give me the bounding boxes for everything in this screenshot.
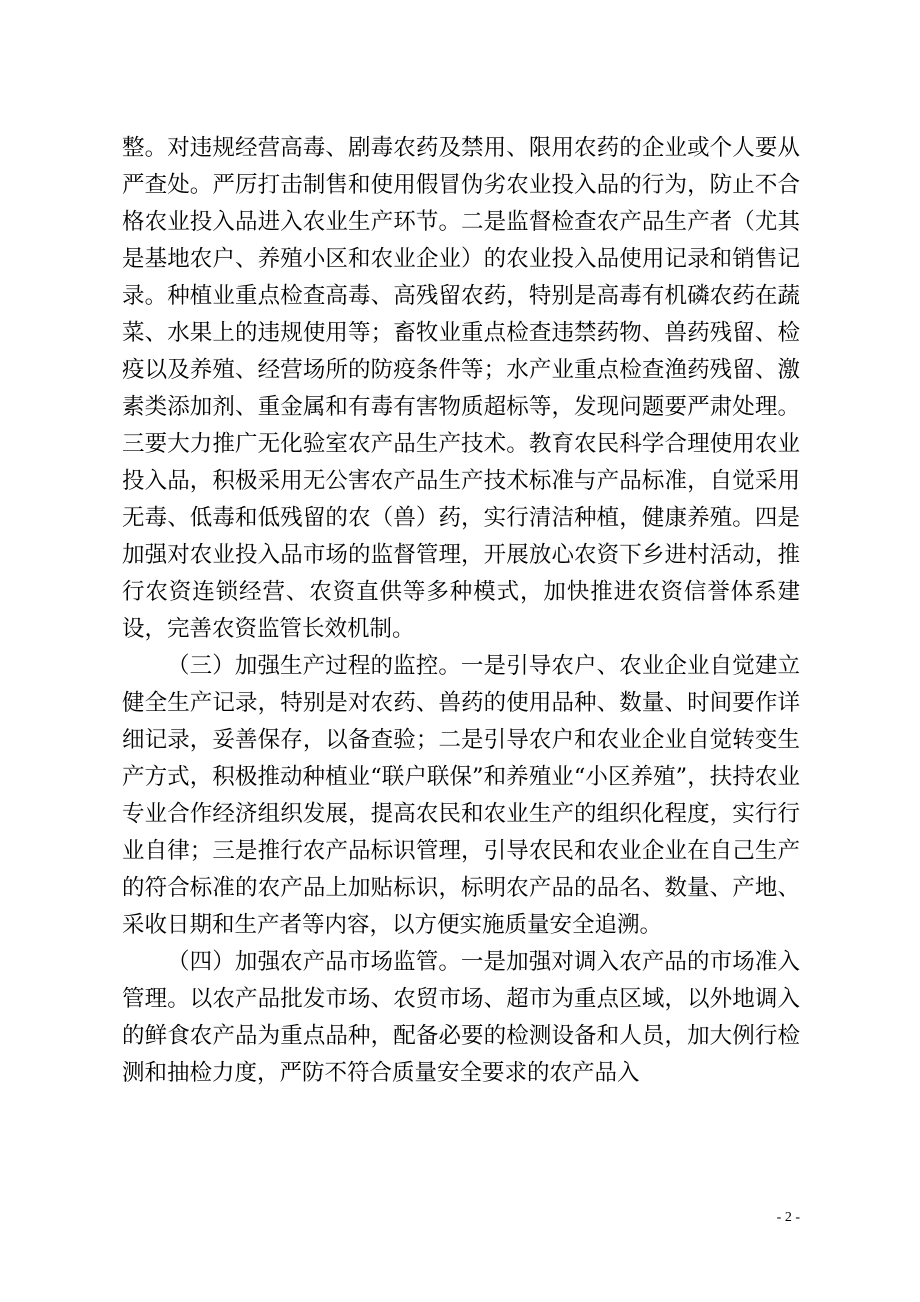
paragraph-section-4: （四）加强农产品市场监管。一是加强对调入农产品的市场准入管理。以农产品批发市场、农贸市场、超市为重点区域，以外地调入的鲜食农产品为重点品种，配备必要的检测设备和人员，加大例行检测和抽检力度，严防不符合质量安全要求的农产品入 — [122, 949, 800, 1086]
paragraph-section-3: （三）加强生产过程的监控。一是引导农户、农业企业自觉建立健全生产记录，特别是对农药、兽药的使用品种、数量、时间要作详细记录，妥善保存，以备查验；二是引导农户和农业企业自觉转变生产方式，积极推动种植业“联户联保”和养殖业“小区养殖”，扶持农业专业合作经济组织发展，提高农民和农业生产的组织化程度，实行行业自律；三是推行农产品标识管理，引导农民和农业企业在自己生产的符合标准的农产品上加贴标识，标明农产品的品名、数量、产地、采收日期和生产者等内容，以方便实施质量安全追溯。 — [122, 653, 800, 938]
document-body — [122, 130, 800, 1092]
page-number: - 2 - — [776, 1210, 800, 1225]
paragraph-continuation: 整。对违规经营高毒、剧毒农药及禁用、限用农药的企业或个人要从严查处。严厉打击制售和使用假冒伪劣农业投入品的行为，防止不合格农业投入品进入农业生产环节。二是监督检查农产品生产者（尤其是基地农户、养殖小区和农业企业）的农业投入品使用记录和销售记录。种植业重点检查高毒、高残留农药，特别是高毒有机磷农药在蔬菜、水果上的违规使用等；畜牧业重点检查违禁药物、兽药残留、检疫以及养殖、经营场所的防疫条件等；水产业重点检查渔药残留、激素类添加剂、重金属和有毒有害物质超标等，发现问题要严肃处理。三要大力推广无化验室农产品生产技术。教育农民科学合理使用农业投入品，积极采用无公害农产品生产技术标准与产品标准，自觉采用无毒、低毒和低残留的农（兽）药，实行清洁种植，健康养殖。四是加强对农业投入品市场的监督管理，开展放心农资下乡进村活动，推行农资连锁经营、农资直供等多种模式，加快推进农资信誉体系建设，完善农资监管长效机制。 — [122, 135, 800, 642]
